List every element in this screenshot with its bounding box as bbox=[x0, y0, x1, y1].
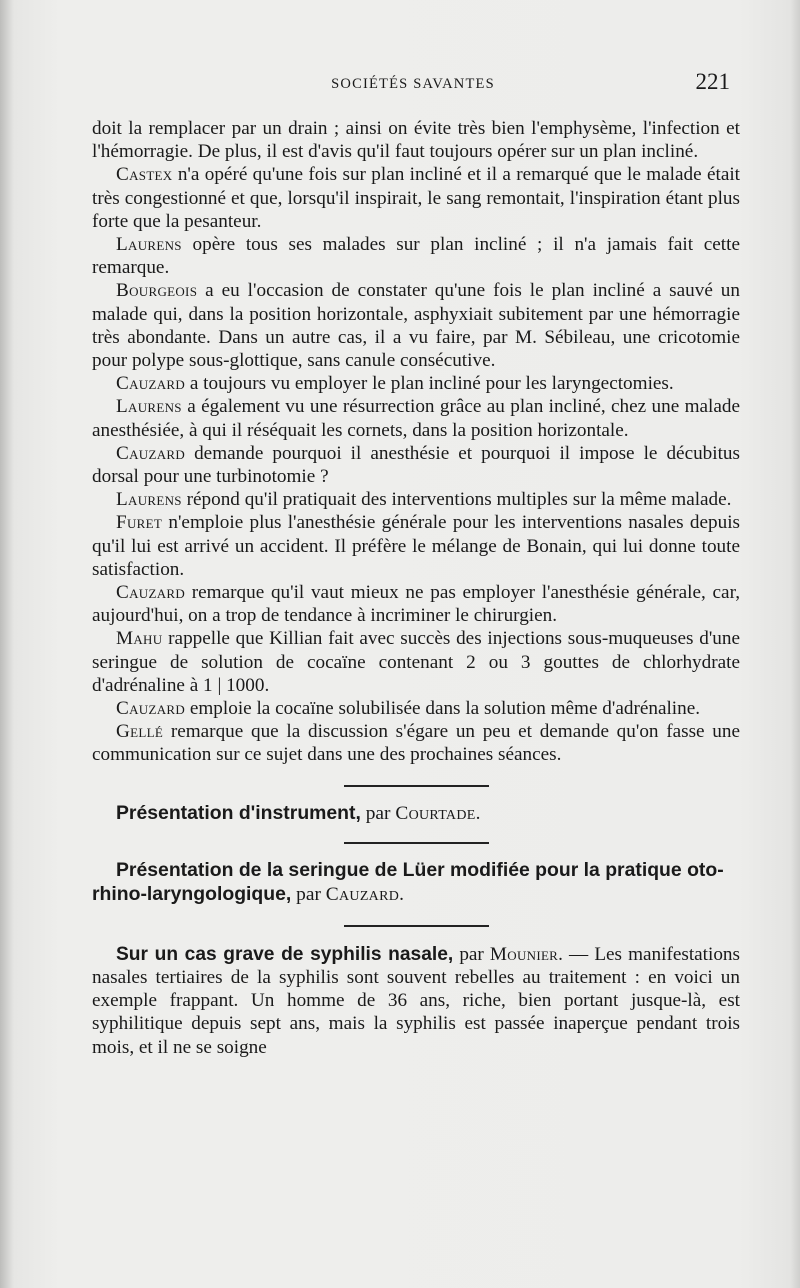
paragraph bbox=[92, 720, 740, 766]
paragraph-text: rappelle que Killian fait avec succès des injections sous-muqueuses d'une seringue de solution de cocaïne contenant 2 ou 3 gouttes de chlorhydrate d'adrénaline à 1 | 1000. bbox=[92, 628, 740, 696]
page-header bbox=[88, 69, 738, 98]
paragraph bbox=[92, 279, 740, 372]
section-author: Courtade bbox=[395, 802, 476, 824]
section-heading bbox=[92, 858, 740, 907]
section-by: par bbox=[291, 883, 326, 905]
speaker-name: Laurens bbox=[116, 234, 182, 256]
section-title: Présentation d'instrument, bbox=[116, 801, 361, 824]
section-divider bbox=[344, 842, 489, 844]
speaker-name: Castex bbox=[116, 164, 173, 186]
paragraph bbox=[92, 395, 740, 441]
section-by: par bbox=[360, 802, 396, 824]
section-by: par bbox=[453, 943, 490, 965]
paragraph-text: n'emploie plus l'anesthésie générale pour les interventions nasales depuis qu'il lui est arrivé un accident. Il préfère le mélange de Bonain, qui lui donne toute satisfaction. bbox=[92, 512, 740, 580]
paragraph bbox=[92, 488, 740, 511]
section-end: . bbox=[399, 883, 404, 905]
paragraph bbox=[92, 372, 740, 395]
paragraph-text: doit la remplacer par un drain ; ainsi on évite très bien l'emphysème, l'infection et l'hémorragie. De plus, il est d'avis qu'il faut toujours opérer sur un plan incliné. bbox=[92, 118, 740, 163]
section-author: Mounier bbox=[489, 943, 559, 965]
section-end: . bbox=[475, 802, 481, 824]
speaker-name: Mahu bbox=[116, 628, 163, 650]
speaker-name: Cauzard bbox=[116, 442, 186, 464]
paragraph bbox=[92, 627, 740, 697]
paragraph-text: a également vu une résurrection grâce au plan incliné, chez une malade anesthésiée, à qui il réséquait les cornets, dans la position horizontale. bbox=[92, 396, 740, 441]
page-number: 221 bbox=[695, 69, 730, 94]
paragraph bbox=[92, 117, 740, 163]
section-divider bbox=[344, 925, 489, 927]
paragraph bbox=[92, 697, 740, 720]
speaker-name: Furet bbox=[116, 512, 163, 534]
running-head: SOCIÉTÉS SAVANTES bbox=[331, 76, 495, 92]
paragraph bbox=[92, 163, 740, 233]
speaker-name: Laurens bbox=[116, 489, 182, 511]
speaker-name: Bourgeois bbox=[116, 280, 198, 302]
paragraph-text: n'a opéré qu'une fois sur plan incliné et il a remarqué que le malade était très congestionné et que, lorsqu'il inspirait, le sang remontait, l'inspiration étant plus forte que la pesanteur. bbox=[92, 164, 740, 232]
paragraph-text: demande pourquoi il anesthésie et pourquoi il impose le décubitus dorsal pour une turbinotomie ? bbox=[92, 442, 740, 488]
speaker-name: Gellé bbox=[116, 721, 164, 743]
section-author: Cauzard bbox=[325, 883, 400, 905]
speaker-name: Cauzard bbox=[116, 698, 186, 720]
paragraph-text: remarque que la discussion s'égare un peu et demande qu'on fasse une communication sur ce sujet dans une des prochaines séances. bbox=[92, 721, 740, 766]
speaker-name: Cauzard bbox=[116, 582, 186, 604]
paragraph bbox=[92, 511, 740, 581]
paragraph-text: remarque qu'il vaut mieux ne pas employer l'anesthésie générale, car, aujourd'hui, on a trop de tendance à incriminer le chirurgien. bbox=[92, 582, 740, 627]
section-divider bbox=[344, 785, 489, 787]
section-heading bbox=[92, 801, 740, 826]
page-body bbox=[92, 117, 740, 1059]
paragraph bbox=[92, 233, 740, 279]
paragraph-text: a eu l'occasion de constater qu'une fois le plan incliné a sauvé un malade qui, dans la position horizontale, asphyxiait subitement par une hémorragie très abondante. Dans un autre cas, il a vu faire, par M. Sébileau, une cricotomie pour polype sous-glottique, sans canule consécutive. bbox=[92, 280, 740, 372]
section-title: Sur un cas grave de syphilis nasale, bbox=[116, 943, 454, 965]
speaker-name: Laurens bbox=[116, 396, 182, 418]
paragraph bbox=[92, 581, 740, 627]
paragraph-text: . — Les manifestations nasales tertiaires de la syphilis sont souvent rebelles au traitement : en voici un exemple frappant. Un homme de 36 ans, riche, bien portant jusque-là, est syphilitique depuis sept ans, mais la syphilis est passée inaperçue pendant trois mois, et il ne se soigne bbox=[92, 943, 740, 1058]
paragraph-text: a toujours vu employer le plan incliné pour les laryngectomies. bbox=[185, 373, 674, 395]
paragraph-text: opère tous ses malades sur plan incliné ; il n'a jamais fait cette remarque. bbox=[92, 234, 740, 279]
section-title: Présentation de la seringue de Lüer modifiée pour la pratique oto-rhino-laryngologique, bbox=[92, 858, 724, 905]
paragraph bbox=[92, 442, 740, 488]
paragraph-text: répond qu'il pratiquait des interventions multiples sur la même malade. bbox=[181, 489, 732, 511]
speaker-name: Cauzard bbox=[116, 373, 186, 395]
paragraph bbox=[92, 943, 740, 1059]
paragraph-text: emploie la cocaïne solubilisée dans la solution même d'adrénaline. bbox=[185, 698, 701, 720]
